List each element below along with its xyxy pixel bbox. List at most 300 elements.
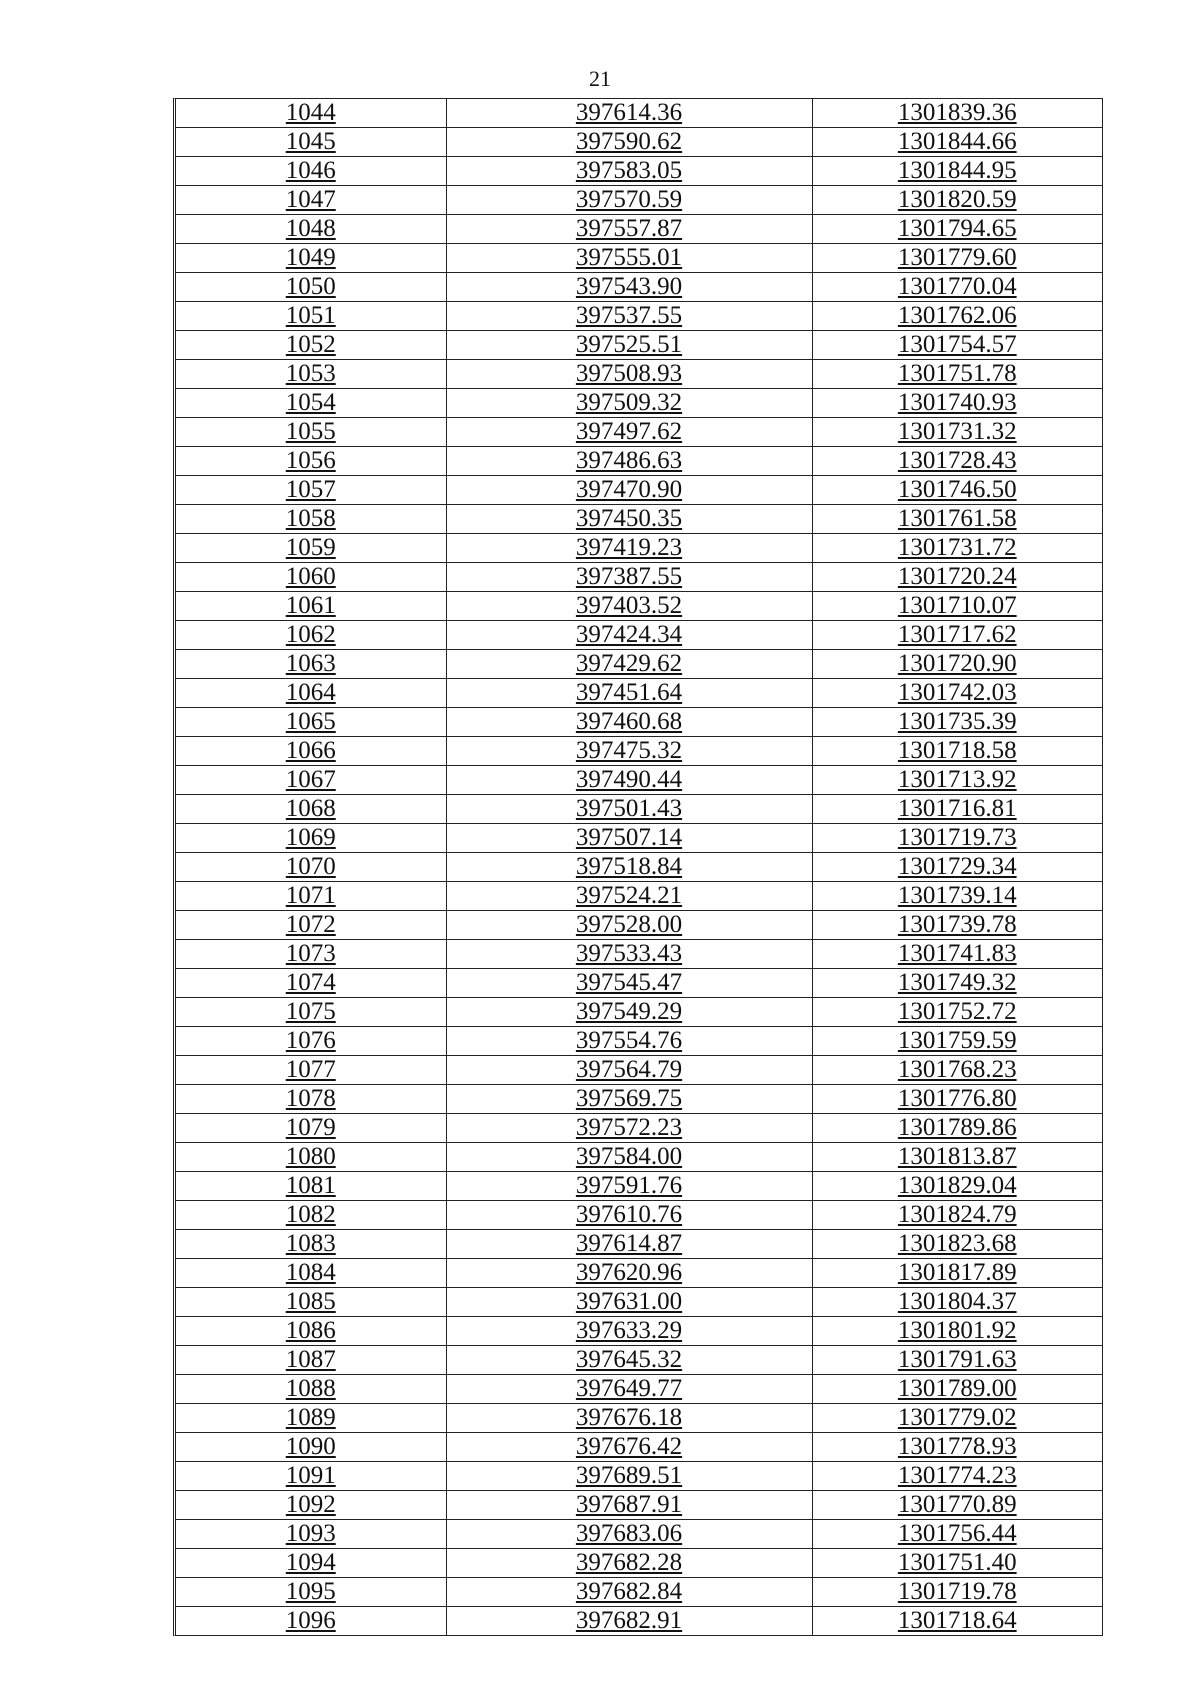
y-coordinate-cell bbox=[812, 1491, 1102, 1520]
table-row bbox=[176, 998, 1102, 1027]
y-coordinate-cell bbox=[812, 1317, 1102, 1346]
x-coordinate-cell bbox=[446, 911, 812, 940]
table-row bbox=[176, 1433, 1102, 1462]
cell-value: 397387.55 bbox=[575, 563, 683, 590]
table-row bbox=[176, 215, 1102, 244]
point-number-cell bbox=[176, 563, 446, 592]
cell-value: 1301779.60 bbox=[897, 244, 1017, 271]
x-coordinate-cell bbox=[446, 534, 812, 563]
cell-value: 397610.76 bbox=[575, 1201, 683, 1228]
x-coordinate-cell bbox=[446, 1288, 812, 1317]
cell-value: 1301770.04 bbox=[897, 273, 1017, 300]
cell-value: 1301728.43 bbox=[897, 447, 1017, 474]
y-coordinate-cell bbox=[812, 1404, 1102, 1433]
x-coordinate-cell bbox=[446, 1085, 812, 1114]
x-coordinate-cell bbox=[446, 1404, 812, 1433]
point-number-cell bbox=[176, 911, 446, 940]
cell-value: 397451.64 bbox=[575, 679, 683, 706]
cell-value: 1061 bbox=[285, 592, 336, 619]
cell-value: 1301824.79 bbox=[897, 1201, 1017, 1228]
y-coordinate-cell bbox=[812, 563, 1102, 592]
table-row bbox=[176, 534, 1102, 563]
cell-value: 1057 bbox=[285, 476, 336, 503]
y-coordinate-cell bbox=[812, 389, 1102, 418]
cell-value: 1091 bbox=[285, 1462, 336, 1489]
cell-value: 397631.00 bbox=[575, 1288, 683, 1315]
x-coordinate-cell bbox=[446, 447, 812, 476]
cell-value: 1301729.34 bbox=[897, 853, 1017, 880]
point-number-cell bbox=[176, 824, 446, 853]
x-coordinate-cell bbox=[446, 1114, 812, 1143]
point-number-cell bbox=[176, 1346, 446, 1375]
point-number-cell bbox=[176, 534, 446, 563]
y-coordinate-cell bbox=[812, 911, 1102, 940]
cell-value: 397633.29 bbox=[575, 1317, 683, 1344]
coordinate-table-body bbox=[176, 99, 1102, 1635]
point-number-cell bbox=[176, 621, 446, 650]
table-row bbox=[176, 1259, 1102, 1288]
table-row bbox=[176, 418, 1102, 447]
x-coordinate-cell bbox=[446, 1607, 812, 1636]
table-row bbox=[176, 505, 1102, 534]
cell-value: 1301720.90 bbox=[897, 650, 1017, 677]
x-coordinate-cell bbox=[446, 621, 812, 650]
coordinate-table bbox=[176, 99, 1102, 1635]
cell-value: 397545.47 bbox=[575, 969, 683, 996]
x-coordinate-cell bbox=[446, 215, 812, 244]
cell-value: 1078 bbox=[285, 1085, 336, 1112]
cell-value: 397419.23 bbox=[575, 534, 683, 561]
point-number-cell bbox=[176, 157, 446, 186]
y-coordinate-cell bbox=[812, 650, 1102, 679]
cell-value: 397564.79 bbox=[575, 1056, 683, 1083]
y-coordinate-cell bbox=[812, 766, 1102, 795]
y-coordinate-cell bbox=[812, 128, 1102, 157]
point-number-cell bbox=[176, 1491, 446, 1520]
y-coordinate-cell bbox=[812, 1172, 1102, 1201]
cell-value: 1301844.66 bbox=[897, 128, 1017, 155]
x-coordinate-cell bbox=[446, 795, 812, 824]
y-coordinate-cell bbox=[812, 795, 1102, 824]
point-number-cell bbox=[176, 1114, 446, 1143]
cell-value: 1301794.65 bbox=[897, 215, 1017, 242]
cell-value: 1301762.06 bbox=[897, 302, 1017, 329]
y-coordinate-cell bbox=[812, 331, 1102, 360]
cell-value: 1301746.50 bbox=[897, 476, 1017, 503]
y-coordinate-cell bbox=[812, 1549, 1102, 1578]
x-coordinate-cell bbox=[446, 1201, 812, 1230]
cell-value: 1301719.78 bbox=[897, 1578, 1017, 1605]
x-coordinate-cell bbox=[446, 1491, 812, 1520]
cell-value: 1071 bbox=[285, 882, 336, 909]
y-coordinate-cell bbox=[812, 1114, 1102, 1143]
y-coordinate-cell bbox=[812, 998, 1102, 1027]
table-row bbox=[176, 621, 1102, 650]
y-coordinate-cell bbox=[812, 969, 1102, 998]
cell-value: 397583.05 bbox=[575, 157, 683, 184]
y-coordinate-cell bbox=[812, 940, 1102, 969]
cell-value: 1301801.92 bbox=[897, 1317, 1017, 1344]
x-coordinate-cell bbox=[446, 969, 812, 998]
cell-value: 1064 bbox=[285, 679, 336, 706]
table-row bbox=[176, 244, 1102, 273]
cell-value: 1073 bbox=[285, 940, 336, 967]
table-row bbox=[176, 1520, 1102, 1549]
cell-value: 1301718.58 bbox=[897, 737, 1017, 764]
table-row bbox=[176, 273, 1102, 302]
cell-value: 1301751.40 bbox=[897, 1549, 1017, 1576]
cell-value: 1082 bbox=[285, 1201, 336, 1228]
point-number-cell bbox=[176, 1230, 446, 1259]
cell-value: 397533.43 bbox=[575, 940, 683, 967]
point-number-cell bbox=[176, 418, 446, 447]
y-coordinate-cell bbox=[812, 1085, 1102, 1114]
y-coordinate-cell bbox=[812, 215, 1102, 244]
cell-value: 1301731.32 bbox=[897, 418, 1017, 445]
cell-value: 1301718.64 bbox=[897, 1607, 1017, 1634]
table-row bbox=[176, 1462, 1102, 1491]
table-row bbox=[176, 1172, 1102, 1201]
point-number-cell bbox=[176, 1317, 446, 1346]
table-row bbox=[176, 708, 1102, 737]
y-coordinate-cell bbox=[812, 708, 1102, 737]
cell-value: 1052 bbox=[285, 331, 336, 358]
cell-value: 1092 bbox=[285, 1491, 336, 1518]
cell-value: 1095 bbox=[285, 1578, 336, 1605]
cell-value: 397649.77 bbox=[575, 1375, 683, 1402]
point-number-cell bbox=[176, 1143, 446, 1172]
x-coordinate-cell bbox=[446, 650, 812, 679]
cell-value: 397620.96 bbox=[575, 1259, 683, 1286]
y-coordinate-cell bbox=[812, 1027, 1102, 1056]
point-number-cell bbox=[176, 1549, 446, 1578]
cell-value: 1066 bbox=[285, 737, 336, 764]
cell-value: 397518.84 bbox=[575, 853, 683, 880]
cell-value: 1301739.14 bbox=[897, 882, 1017, 909]
page-number: 21 bbox=[589, 66, 611, 91]
cell-value: 1077 bbox=[285, 1056, 336, 1083]
y-coordinate-cell bbox=[812, 1462, 1102, 1491]
cell-value: 1301789.86 bbox=[897, 1114, 1017, 1141]
table-row bbox=[176, 1056, 1102, 1085]
cell-value: 1301829.04 bbox=[897, 1172, 1017, 1199]
cell-value: 1047 bbox=[285, 186, 336, 213]
table-row bbox=[176, 911, 1102, 940]
cell-value: 1301741.83 bbox=[897, 940, 1017, 967]
cell-value: 397584.00 bbox=[575, 1143, 683, 1170]
cell-value: 1301739.78 bbox=[897, 911, 1017, 938]
cell-value: 1089 bbox=[285, 1404, 336, 1431]
cell-value: 1056 bbox=[285, 447, 336, 474]
y-coordinate-cell bbox=[812, 1346, 1102, 1375]
cell-value: 1301776.80 bbox=[897, 1085, 1017, 1112]
cell-value: 1301844.95 bbox=[897, 157, 1017, 184]
cell-value: 1058 bbox=[285, 505, 336, 532]
table-row bbox=[176, 157, 1102, 186]
cell-value: 397490.44 bbox=[575, 766, 683, 793]
y-coordinate-cell bbox=[812, 1375, 1102, 1404]
cell-value: 397537.55 bbox=[575, 302, 683, 329]
y-coordinate-cell bbox=[812, 1288, 1102, 1317]
x-coordinate-cell bbox=[446, 476, 812, 505]
x-coordinate-cell bbox=[446, 1462, 812, 1491]
table-row bbox=[176, 331, 1102, 360]
table-row bbox=[176, 853, 1102, 882]
table-row bbox=[176, 1346, 1102, 1375]
cell-value: 1069 bbox=[285, 824, 336, 851]
table-row bbox=[176, 1607, 1102, 1636]
cell-value: 1301720.24 bbox=[897, 563, 1017, 590]
cell-value: 1301735.39 bbox=[897, 708, 1017, 735]
point-number-cell bbox=[176, 331, 446, 360]
cell-value: 1301817.89 bbox=[897, 1259, 1017, 1286]
cell-value: 1301774.23 bbox=[897, 1462, 1017, 1489]
cell-value: 1096 bbox=[285, 1607, 336, 1634]
table-row bbox=[176, 1027, 1102, 1056]
x-coordinate-cell bbox=[446, 186, 812, 215]
x-coordinate-cell bbox=[446, 389, 812, 418]
cell-value: 1079 bbox=[285, 1114, 336, 1141]
y-coordinate-cell bbox=[812, 1607, 1102, 1636]
table-row bbox=[176, 302, 1102, 331]
point-number-cell bbox=[176, 998, 446, 1027]
point-number-cell bbox=[176, 1027, 446, 1056]
cell-value: 1065 bbox=[285, 708, 336, 735]
table-row bbox=[176, 737, 1102, 766]
x-coordinate-cell bbox=[446, 1027, 812, 1056]
x-coordinate-cell bbox=[446, 302, 812, 331]
x-coordinate-cell bbox=[446, 1230, 812, 1259]
x-coordinate-cell bbox=[446, 737, 812, 766]
cell-value: 397554.76 bbox=[575, 1027, 683, 1054]
cell-value: 1301752.72 bbox=[897, 998, 1017, 1025]
y-coordinate-cell bbox=[812, 1143, 1102, 1172]
y-coordinate-cell bbox=[812, 1259, 1102, 1288]
point-number-cell bbox=[176, 1172, 446, 1201]
point-number-cell bbox=[176, 679, 446, 708]
cell-value: 1301749.32 bbox=[897, 969, 1017, 996]
cell-value: 1301839.36 bbox=[897, 99, 1017, 126]
cell-value: 397525.51 bbox=[575, 331, 683, 358]
y-coordinate-cell bbox=[812, 737, 1102, 766]
point-number-cell bbox=[176, 360, 446, 389]
x-coordinate-cell bbox=[446, 940, 812, 969]
cell-value: 1301791.63 bbox=[897, 1346, 1017, 1373]
cell-value: 1301813.87 bbox=[897, 1143, 1017, 1170]
cell-value: 1053 bbox=[285, 360, 336, 387]
cell-value: 1044 bbox=[285, 99, 336, 126]
x-coordinate-cell bbox=[446, 592, 812, 621]
table-row bbox=[176, 882, 1102, 911]
x-coordinate-cell bbox=[446, 505, 812, 534]
cell-value: 397470.90 bbox=[575, 476, 683, 503]
cell-value: 1049 bbox=[285, 244, 336, 271]
cell-value: 1301740.93 bbox=[897, 389, 1017, 416]
cell-value: 397591.76 bbox=[575, 1172, 683, 1199]
cell-value: 397429.62 bbox=[575, 650, 683, 677]
x-coordinate-cell bbox=[446, 853, 812, 882]
point-number-cell bbox=[176, 128, 446, 157]
cell-value: 1301742.03 bbox=[897, 679, 1017, 706]
point-number-cell bbox=[176, 1375, 446, 1404]
x-coordinate-cell bbox=[446, 244, 812, 273]
coordinate-table-frame bbox=[173, 98, 1103, 1636]
cell-value: 397460.68 bbox=[575, 708, 683, 735]
point-number-cell bbox=[176, 853, 446, 882]
cell-value: 397569.75 bbox=[575, 1085, 683, 1112]
point-number-cell bbox=[176, 186, 446, 215]
y-coordinate-cell bbox=[812, 1433, 1102, 1462]
cell-value: 397508.93 bbox=[575, 360, 683, 387]
x-coordinate-cell bbox=[446, 99, 812, 128]
x-coordinate-cell bbox=[446, 360, 812, 389]
cell-value: 1301710.07 bbox=[897, 592, 1017, 619]
cell-value: 1301731.72 bbox=[897, 534, 1017, 561]
cell-value: 1301768.23 bbox=[897, 1056, 1017, 1083]
cell-value: 397528.00 bbox=[575, 911, 683, 938]
table-row bbox=[176, 650, 1102, 679]
table-row bbox=[176, 1085, 1102, 1114]
x-coordinate-cell bbox=[446, 679, 812, 708]
point-number-cell bbox=[176, 708, 446, 737]
table-row bbox=[176, 99, 1102, 128]
cell-value: 1067 bbox=[285, 766, 336, 793]
x-coordinate-cell bbox=[446, 1317, 812, 1346]
y-coordinate-cell bbox=[812, 157, 1102, 186]
cell-value: 1301716.81 bbox=[897, 795, 1017, 822]
cell-value: 1055 bbox=[285, 418, 336, 445]
cell-value: 397682.28 bbox=[575, 1549, 683, 1576]
point-number-cell bbox=[176, 389, 446, 418]
cell-value: 1045 bbox=[285, 128, 336, 155]
x-coordinate-cell bbox=[446, 766, 812, 795]
x-coordinate-cell bbox=[446, 157, 812, 186]
cell-value: 397682.84 bbox=[575, 1578, 683, 1605]
cell-value: 397676.42 bbox=[575, 1433, 683, 1460]
x-coordinate-cell bbox=[446, 331, 812, 360]
point-number-cell bbox=[176, 737, 446, 766]
table-row bbox=[176, 476, 1102, 505]
cell-value: 397507.14 bbox=[575, 824, 683, 851]
cell-value: 1301713.92 bbox=[897, 766, 1017, 793]
table-row bbox=[176, 592, 1102, 621]
table-row bbox=[176, 1201, 1102, 1230]
cell-value: 397497.62 bbox=[575, 418, 683, 445]
point-number-cell bbox=[176, 1462, 446, 1491]
x-coordinate-cell bbox=[446, 1346, 812, 1375]
cell-value: 397590.62 bbox=[575, 128, 683, 155]
cell-value: 1301751.78 bbox=[897, 360, 1017, 387]
x-coordinate-cell bbox=[446, 1433, 812, 1462]
cell-value: 397614.36 bbox=[575, 99, 683, 126]
y-coordinate-cell bbox=[812, 1056, 1102, 1085]
cell-value: 1060 bbox=[285, 563, 336, 590]
x-coordinate-cell bbox=[446, 1549, 812, 1578]
point-number-cell bbox=[176, 244, 446, 273]
cell-value: 397501.43 bbox=[575, 795, 683, 822]
cell-value: 1301717.62 bbox=[897, 621, 1017, 648]
point-number-cell bbox=[176, 1607, 446, 1636]
cell-value: 1301804.37 bbox=[897, 1288, 1017, 1315]
point-number-cell bbox=[176, 1433, 446, 1462]
point-number-cell bbox=[176, 505, 446, 534]
x-coordinate-cell bbox=[446, 128, 812, 157]
cell-value: 397570.59 bbox=[575, 186, 683, 213]
table-row bbox=[176, 679, 1102, 708]
table-row bbox=[176, 1143, 1102, 1172]
point-number-cell bbox=[176, 969, 446, 998]
table-row bbox=[176, 824, 1102, 853]
cell-value: 397549.29 bbox=[575, 998, 683, 1025]
y-coordinate-cell bbox=[812, 273, 1102, 302]
cell-value: 397682.91 bbox=[575, 1607, 683, 1634]
cell-value: 1080 bbox=[285, 1143, 336, 1170]
point-number-cell bbox=[176, 650, 446, 679]
cell-value: 1062 bbox=[285, 621, 336, 648]
point-number-cell bbox=[176, 1085, 446, 1114]
point-number-cell bbox=[176, 273, 446, 302]
x-coordinate-cell bbox=[446, 418, 812, 447]
table-row bbox=[176, 1549, 1102, 1578]
table-row bbox=[176, 766, 1102, 795]
y-coordinate-cell bbox=[812, 186, 1102, 215]
cell-value: 397614.87 bbox=[575, 1230, 683, 1257]
y-coordinate-cell bbox=[812, 824, 1102, 853]
table-row bbox=[176, 940, 1102, 969]
x-coordinate-cell bbox=[446, 563, 812, 592]
x-coordinate-cell bbox=[446, 1143, 812, 1172]
cell-value: 397475.32 bbox=[575, 737, 683, 764]
y-coordinate-cell bbox=[812, 418, 1102, 447]
cell-value: 1059 bbox=[285, 534, 336, 561]
cell-value: 1046 bbox=[285, 157, 336, 184]
cell-value: 1048 bbox=[285, 215, 336, 242]
point-number-cell bbox=[176, 1578, 446, 1607]
cell-value: 397645.32 bbox=[575, 1346, 683, 1373]
x-coordinate-cell bbox=[446, 1520, 812, 1549]
cell-value: 1301779.02 bbox=[897, 1404, 1017, 1431]
table-row bbox=[176, 1114, 1102, 1143]
point-number-cell bbox=[176, 1288, 446, 1317]
cell-value: 1094 bbox=[285, 1549, 336, 1576]
cell-value: 397683.06 bbox=[575, 1520, 683, 1547]
cell-value: 1068 bbox=[285, 795, 336, 822]
point-number-cell bbox=[176, 795, 446, 824]
cell-value: 1090 bbox=[285, 1433, 336, 1460]
point-number-cell bbox=[176, 447, 446, 476]
cell-value: 1084 bbox=[285, 1259, 336, 1286]
table-row bbox=[176, 563, 1102, 592]
x-coordinate-cell bbox=[446, 273, 812, 302]
table-row bbox=[176, 1404, 1102, 1433]
cell-value: 1301778.93 bbox=[897, 1433, 1017, 1460]
y-coordinate-cell bbox=[812, 447, 1102, 476]
table-row bbox=[176, 795, 1102, 824]
y-coordinate-cell bbox=[812, 505, 1102, 534]
cell-value: 397676.18 bbox=[575, 1404, 683, 1431]
cell-value: 1076 bbox=[285, 1027, 336, 1054]
cell-value: 397486.63 bbox=[575, 447, 683, 474]
cell-value: 397403.52 bbox=[575, 592, 683, 619]
point-number-cell bbox=[176, 215, 446, 244]
y-coordinate-cell bbox=[812, 679, 1102, 708]
y-coordinate-cell bbox=[812, 302, 1102, 331]
point-number-cell bbox=[176, 1259, 446, 1288]
table-row bbox=[176, 128, 1102, 157]
table-row bbox=[176, 1230, 1102, 1259]
cell-value: 1072 bbox=[285, 911, 336, 938]
cell-value: 1088 bbox=[285, 1375, 336, 1402]
